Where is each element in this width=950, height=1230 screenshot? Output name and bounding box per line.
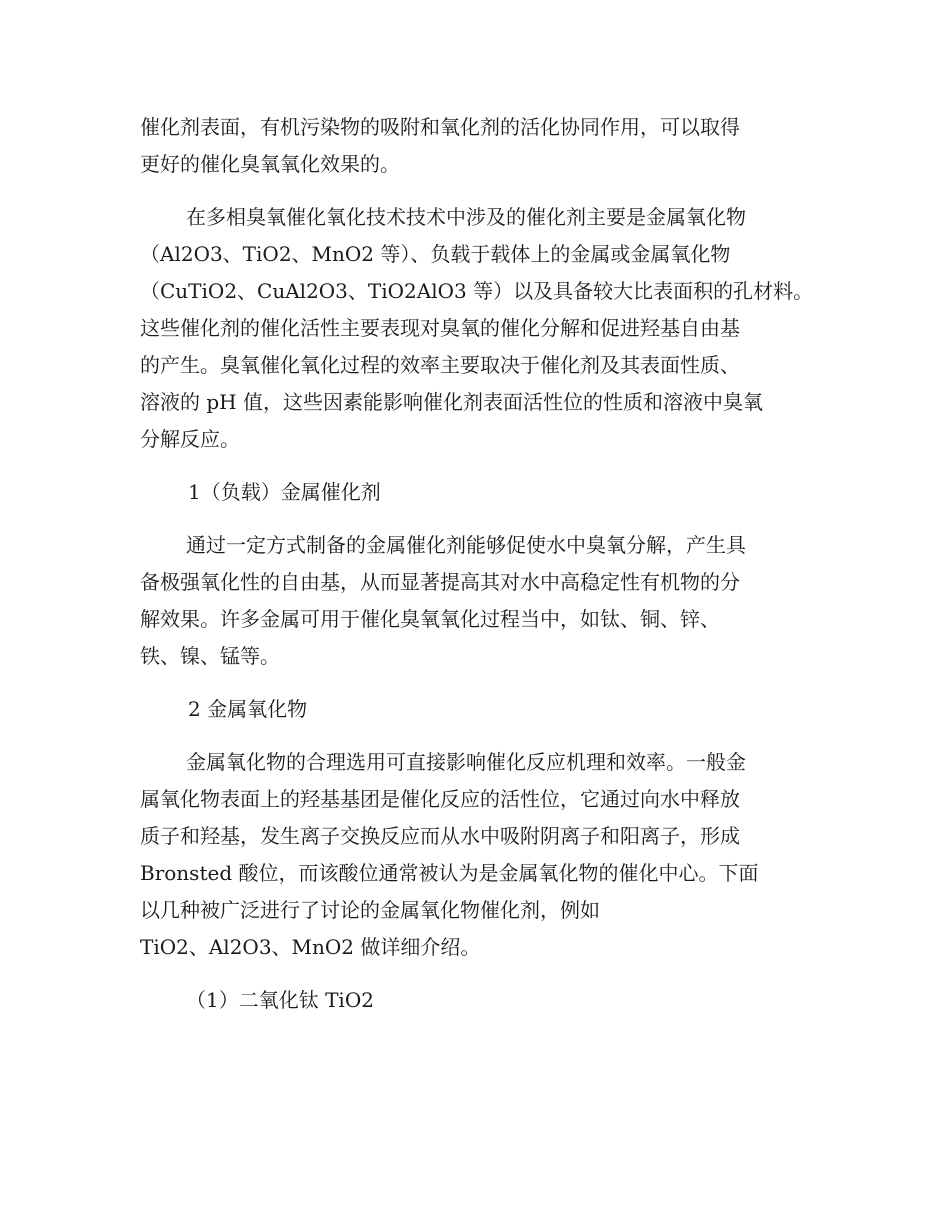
text-line: （Al2O3、TiO2、MnO2 等）、负载于载体上的金属或金属氧化物 bbox=[140, 242, 731, 266]
text-line: 解效果。许多金属可用于催化臭氧氧化过程当中，如钛、铜、锌、 bbox=[140, 607, 720, 631]
text-line: 的产生。臭氧催化氧化过程的效率主要取决于催化剂及其表面性质、 bbox=[140, 353, 740, 377]
text-line: Bronsted 酸位，而该酸位通常被认为是金属氧化物的催化中心。下面 bbox=[140, 861, 759, 885]
heading-text: （1）二氧化钛 TiO2 bbox=[186, 988, 374, 1012]
heading-text: 2 金属氧化物 bbox=[188, 697, 308, 721]
text-line: TiO2、Al2O3、MnO2 做详细介绍。 bbox=[140, 935, 481, 959]
text-line: 在多相臭氧催化氧化技术技术中涉及的催化剂主要是金属氧化物 bbox=[186, 205, 746, 229]
text-line: 通过一定方式制备的金属催化剂能够促使水中臭氧分解，产生具 bbox=[186, 533, 746, 557]
heading-text: 1（负载）金属催化剂 bbox=[188, 480, 381, 504]
text-line: 这些催化剂的催化活性主要表现对臭氧的催化分解和促进羟基自由基 bbox=[140, 316, 740, 340]
text-line: 备极强氧化性的自由基，从而显著提高其对水中高稳定性有机物的分 bbox=[140, 570, 740, 594]
text-line: 铁、镍、锰等。 bbox=[140, 644, 280, 668]
text-line: 属氧化物表面上的羟基基团是催化反应的活性位，它通过向水中释放 bbox=[140, 787, 740, 811]
text-line: （CuTiO2、CuAl2O3、TiO2AlO3 等）以及具备较大比表面积的孔材料。 bbox=[140, 279, 814, 303]
text-line: 质子和羟基，发生离子交换反应而从水中吸附阴离子和阳离子，形成 bbox=[140, 824, 740, 848]
text-line: 催化剂表面，有机污染物的吸附和氧化剂的活化协同作用，可以取得 bbox=[140, 115, 740, 139]
text-line: 以几种被广泛进行了讨论的金属氧化物催化剂，例如 bbox=[140, 898, 600, 922]
text-line: 金属氧化物的合理选用可直接影响催化反应机理和效率。一般金 bbox=[186, 750, 746, 774]
text-line: 更好的催化臭氧氧化效果的。 bbox=[140, 152, 400, 176]
text-line: 分解反应。 bbox=[140, 427, 240, 451]
text-line: 溶液的 pH 值，这些因素能影响催化剂表面活性位的性质和溶液中臭氧 bbox=[140, 390, 763, 414]
